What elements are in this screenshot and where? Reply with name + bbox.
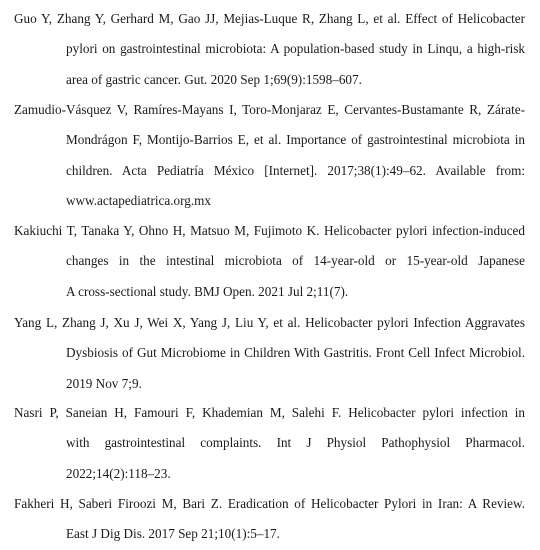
reference-line: A cross-sectional study. BMJ Open. 2021 Jul 2;11(7). (66, 283, 349, 299)
reference-line: changes in the intestinal microbiota of 14-year-old or 15-year-old Japanese (66, 253, 525, 269)
reference-line: Dysbiosis of Gut Microbiome in Children With Gastritis. Front Cell Infect Microbiol. (66, 345, 525, 361)
reference-line: 2019 Nov 7;9. (66, 375, 142, 391)
reference-line: area of gastric cancer. Gut. 2020 Sep 1;69(9):1598–607. (66, 71, 362, 87)
reference-line: Yang L, Zhang J, Xu J, Wei X, Yang J, Liu Y, et al. Helicobacter pylori Infection Aggravates (14, 315, 525, 330)
reference-entry-1 (14, 4, 525, 95)
reference-line: Guo Y, Zhang Y, Gerhard M, Gao JJ, Mejias-Luque R, Zhang L, et al. Effect of Helicobacter (14, 11, 525, 26)
reference-line: 2022;14(2):118–23. (66, 465, 171, 481)
reference-entry-3 (14, 216, 525, 307)
reference-line: Kakiuchi T, Tanaka Y, Ohno H, Matsuo M, Fujimoto K. Helicobacter pylori infection-induced (14, 223, 525, 238)
reference-line: East J Dig Dis. 2017 Sep 21;10(1):5–17. (66, 526, 280, 542)
reference-entry-5 (14, 398, 525, 489)
reference-line: Mondrágon F, Montijo-Barrios E, et al. Importance of gastrointestinal microbiota in (66, 132, 525, 148)
reference-entry-6 (14, 489, 525, 550)
reference-line: pylori on gastrointestinal microbiota: A population-based study in Linqu, a high-risk (66, 41, 525, 57)
reference-line: Nasri P, Saneian H, Famouri F, Khademian M, Salehi F. Helicobacter pylori infection in (14, 405, 525, 420)
reference-line: Fakheri H, Saberi Firoozi M, Bari Z. Eradication of Helicobacter Pylori in Iran: A Review. (14, 496, 525, 511)
reference-entry-2 (14, 95, 525, 216)
reference-line: www.actapediatrica.org.mx (66, 192, 212, 208)
reference-line: children. Acta Pediatría México [Internet]. 2017;38(1):49–62. Available from: (66, 162, 525, 178)
reference-line: with gastrointestinal complaints. Int J Physiol Pathophysiol Pharmacol. (66, 435, 525, 451)
reference-line: Zamudio-Vásquez V, Ramíres-Mayans I, Toro-Monjaraz E, Cervantes-Bustamante R, Zárate- (14, 102, 525, 117)
reference-entry-4 (14, 308, 525, 399)
